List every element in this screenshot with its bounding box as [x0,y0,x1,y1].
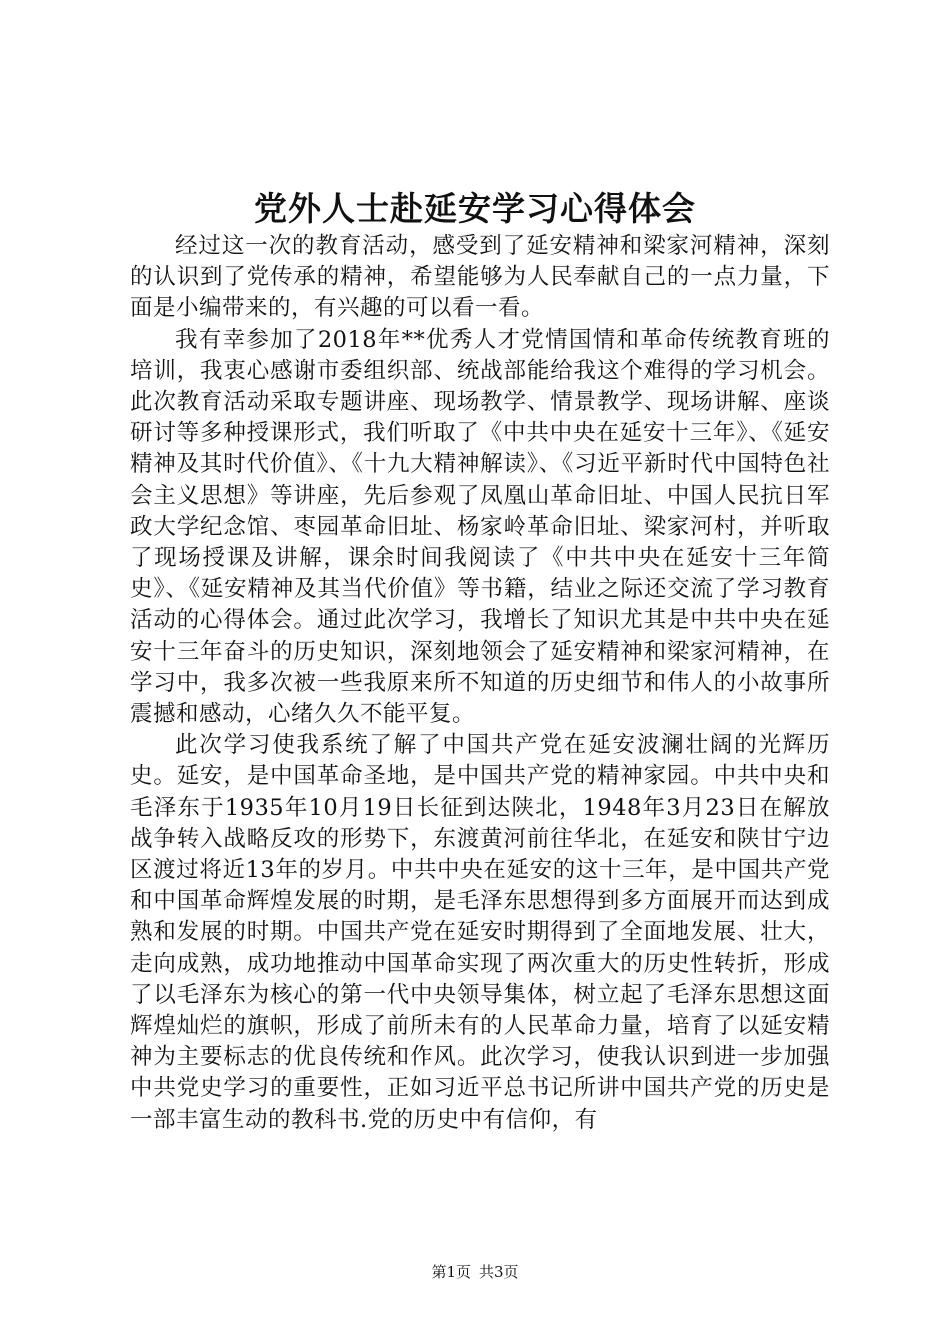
page-number: 第1页 [431,1263,471,1281]
paragraph-intro: 经过这一次的教育活动，感受到了延安精神和梁家河精神，深刻的认识到了党传承的精神，希望能够为人民奉献自己的一点力量，下面是小编带来的，有兴趣的可以看一看。 [130,233,830,322]
page-total: 共3页 [479,1263,519,1281]
document-body [130,231,830,1136]
paragraph-history: 此次学习使我系统了解了中国共产党在延安波澜壮阔的光辉历史。延安，是中国革命圣地，是中国共产党的精神家园。中共中央和毛泽东于1935年10月19日长征到达陕北，1948年3月23日在解放战争转入战略反攻的形势下，东渡黄河前往华北，在延安和陕甘宁边区渡过将近13年的岁月。中共中央在延安的这十三年，是中国共产党和中国革命辉煌发展的时期，是毛泽东思想得到多方面展开而达到成熟和发展的时期。中国共产党在延安时期得到了全面地发展、壮大，走向成熟，成功地推动中国革命实现了两次重大的历史性转折，形成了以毛泽东为核心的第一代中央领导集体，树立起了毛泽东思想这面辉煌灿烂的旗帜，形成了前所未有的人民革命力量，培育了以延安精神为主要标志的优良传统和作风。此次学习，使我认识到进一步加强中共党史学习的重要性，正如习近平总书记所讲中国共产党的历史是一部丰富生动的教科书.党的历史中有信仰，有 [130,732,830,1133]
document-title: 党外人士赴延安学习心得体会 [254,189,696,228]
page-footer [0,1262,950,1282]
paragraph-training: 我有幸参加了2018年**优秀人才党情国情和革命传统教育班的培训，我衷心感谢市委组织部、统战部能给我这个难得的学习机会。此次教育活动采取专题讲座、现场教学、情景教学、现场讲解、座谈研讨等多种授课形式，我们听取了《中共中央在延安十三年》、《延安精神及其时代价值》、《十九大精神解读》、《习近平新时代中国特色社会主义思想》等讲座，先后参观了凤凰山革命旧址、中国人民抗日军政大学纪念馆、枣园革命旧址、杨家岭革命旧址、梁家河村，并听取了现场授课及讲解，课余时间我阅读了《中共中央在延安十三年简史》、《延安精神及其当代价值》等书籍，结业之际还交流了学习教育活动的心得体会。通过此次学习，我增长了知识尤其是中共中央在延安十三年奋斗的历史知识，深刻地领会了延安精神和梁家河精神，在学习中，我多次被一些我原来所不知道的历史细节和伟人的小故事所震撼和感动，心绪久久不能平复。 [130,326,830,728]
